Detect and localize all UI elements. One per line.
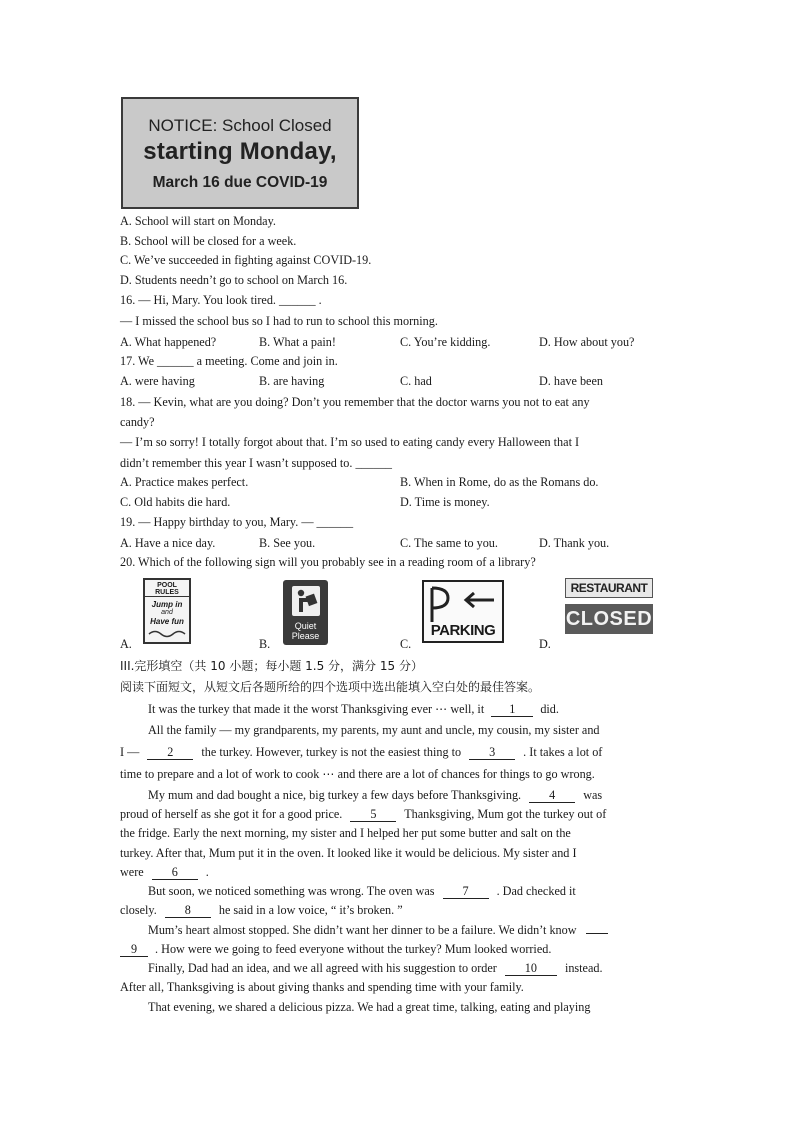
- q15-option-b: B. School will be closed for a week.: [120, 234, 297, 248]
- q19-stem: 19. — Happy birthday to you, Mary. — ______: [120, 515, 354, 529]
- blank-1[interactable]: 1: [491, 703, 533, 717]
- blank-2[interactable]: 2: [147, 746, 193, 760]
- q18-option-d: D. Time is money.: [400, 495, 490, 509]
- passage-text: did.: [540, 702, 559, 716]
- q17-option-d: D. have been: [539, 374, 603, 388]
- passage-text: . How were we going to feed everyone without the turkey? Mum looked worried.: [155, 942, 552, 956]
- q16-option-b: B. What a pain!: [259, 335, 336, 349]
- q16-option-a: A. What happened?: [120, 335, 217, 349]
- passage-p3-line-5: [120, 864, 209, 880]
- q15-option-c: C. We’ve succeeded in fighting against COVID-19.: [120, 253, 372, 267]
- passage-p6-line-2: After all, Thanksgiving is about giving thanks and spending time with your family.: [120, 980, 524, 994]
- q18-option-a: A. Practice makes perfect.: [120, 475, 249, 489]
- blank-9-start: [586, 933, 608, 934]
- notice-line-1: NOTICE: School Closed: [148, 116, 332, 135]
- q19-option-b: B. See you.: [259, 536, 316, 550]
- passage-text: instead.: [564, 961, 603, 975]
- passage-text: .: [205, 865, 209, 879]
- q15-option-d: D. Students needn’t go to school on March 16.: [120, 273, 348, 287]
- passage-text: Finally, Dad had an idea, and we all agreed with his suggestion to order: [148, 961, 497, 975]
- passage-text: . Dad checked it: [496, 884, 576, 898]
- blank-6[interactable]: 6: [152, 866, 198, 880]
- q20-letter-a: A.: [120, 637, 132, 651]
- passage-text: was: [583, 788, 603, 802]
- passage-p2-line-1: All the family — my grandparents, my parents, my aunt and uncle, my cousin, my sister and: [148, 723, 600, 737]
- passage-p1: [148, 701, 559, 717]
- notice-line-2: starting Monday,: [143, 138, 337, 165]
- passage-text: the turkey. However, turkey is not the easiest thing to: [201, 745, 462, 759]
- notice-line-3: March 16 due COVID-19: [152, 174, 328, 191]
- section-title: III.完形填空（共 10 小题；每小题 1.5 分，满分 15 分）: [120, 659, 423, 673]
- passage-text: Thanksgiving, Mum got the turkey out of: [404, 807, 607, 821]
- blank-4[interactable]: 4: [529, 789, 575, 803]
- q19-option-d: D. Thank you.: [539, 536, 610, 550]
- q16-stem: 16. — Hi, Mary. You look tired. ______ .: [120, 293, 322, 307]
- passage-text: But soon, we noticed something was wrong. The oven was: [148, 884, 435, 898]
- quiet-please-line-1: Quiet: [294, 621, 317, 631]
- blank-5[interactable]: 5: [350, 808, 396, 822]
- closed-label: CLOSED: [565, 604, 653, 634]
- q18-option-c: C. Old habits die hard.: [120, 495, 231, 509]
- blank-7[interactable]: 7: [443, 885, 489, 899]
- q20-letter-d: D.: [539, 637, 551, 651]
- q18-line-1: 18. — Kevin, what are you doing? Don’t you remember that the doctor warns you not to eat any: [120, 395, 590, 409]
- passage-p2-line-2: [120, 744, 602, 760]
- passage-text: closely.: [120, 903, 157, 917]
- q20-stem: 20. Which of the following sign will you probably see in a reading room of a library?: [120, 555, 536, 569]
- q20-letter-c: C.: [400, 637, 412, 651]
- pool-rules-sign: [143, 578, 191, 644]
- passage-text: . It takes a lot of: [523, 745, 603, 759]
- q17-option-c: C. had: [400, 374, 432, 388]
- q17-option-b: B. are having: [259, 374, 325, 388]
- passage-p4-line-1: [148, 883, 576, 899]
- blank-3[interactable]: 3: [469, 746, 515, 760]
- reading-person-icon: [290, 584, 322, 618]
- blank-10[interactable]: 10: [505, 962, 557, 976]
- passage-p3-line-4: turkey. After that, Mum put it in the oven. It looked like it would be delicious. My sister and I: [120, 846, 577, 860]
- blank-9[interactable]: 9: [120, 943, 148, 957]
- restaurant-closed-sign: [565, 578, 653, 644]
- passage-text: It was the turkey that made it the worst Thanksgiving ever ⋯ well, it: [148, 702, 485, 716]
- passage-text: were: [120, 865, 144, 879]
- passage-text: Mum’s heart almost stopped. She didn’t want her dinner to be a failure. We didn’t know: [148, 923, 577, 937]
- parking-sign: [422, 580, 504, 643]
- q18-line-3: — I’m so sorry! I totally forgot about that. I’m so used to eating candy every Halloween that I: [120, 435, 580, 449]
- parking-arrow-icon: [424, 584, 502, 624]
- passage-text: I —: [120, 745, 140, 759]
- wave-icon: [147, 628, 187, 638]
- passage-p3-line-1: [148, 787, 602, 803]
- blank-8[interactable]: 8: [165, 904, 211, 918]
- section-instruction: 阅读下面短文，从短文后各题所给的四个选项中选出能填入空白处的最佳答案。: [120, 680, 541, 694]
- parking-label: PARKING: [430, 622, 496, 639]
- q19-option-c: C. The same to you.: [400, 536, 498, 550]
- q17-stem: 17. We ______ a meeting. Come and join in.: [120, 354, 338, 368]
- pool-rules-title: POOL RULES: [145, 582, 189, 597]
- q15-option-a: A. School will start on Monday.: [120, 214, 276, 228]
- q18-line-2: candy?: [120, 415, 155, 429]
- passage-text: he said in a low voice, “ it’s broken. ”: [218, 903, 403, 917]
- quiet-please-sign: [283, 580, 328, 645]
- passage-text: My mum and dad bought a nice, big turkey a few days before Thanksgiving.: [148, 788, 522, 802]
- q18-line-4: didn’t remember this year I wasn’t supposed to. ______: [120, 456, 393, 470]
- passage-p3-line-3: the fridge. Early the next morning, my sister and I helped her put some butter and salt on the: [120, 826, 571, 840]
- passage-p2-line-3: time to prepare and a lot of work to cook ⋯ and there are a lot of chances for things to go wrong.: [120, 767, 595, 781]
- q16-option-d: D. How about you?: [539, 335, 635, 349]
- pool-rules-line-2: and: [161, 609, 173, 616]
- pool-rules-line-1: Jump in: [151, 600, 183, 609]
- quiet-please-line-2: Please: [291, 631, 320, 641]
- q18-option-b: B. When in Rome, do as the Romans do.: [400, 475, 599, 489]
- passage-p5-line-1: [148, 922, 608, 938]
- passage-p5-line-2: [120, 941, 551, 957]
- q20-letter-b: B.: [259, 637, 271, 651]
- passage-p4-line-2: [120, 902, 403, 918]
- passage-p3-line-2: [120, 806, 606, 822]
- pool-rules-line-3: Have fun: [150, 617, 184, 626]
- q19-option-a: A. Have a nice day.: [120, 536, 216, 550]
- restaurant-label: RESTAURANT: [565, 578, 653, 598]
- passage-p7-line-1: That evening, we shared a delicious pizza. We had a great time, talking, eating and playing: [148, 1000, 591, 1014]
- q16-line-2: — I missed the school bus so I had to run to school this morning.: [120, 314, 438, 328]
- q16-option-c: C. You’re kidding.: [400, 335, 491, 349]
- notice-image: [121, 97, 359, 209]
- passage-text: proud of herself as she got it for a good price.: [120, 807, 343, 821]
- passage-p6-line-1: [148, 960, 603, 976]
- q17-option-a: A. were having: [120, 374, 195, 388]
